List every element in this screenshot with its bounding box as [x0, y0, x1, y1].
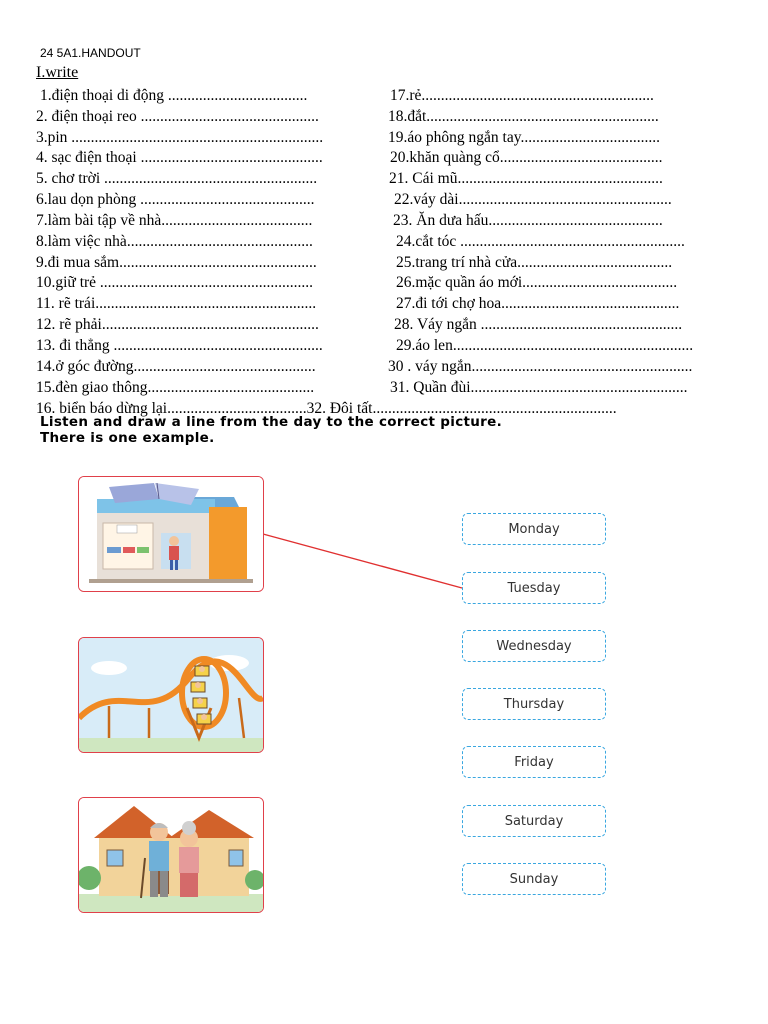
vocab-item: 11. rẽ trái......................................................... [36, 295, 317, 312]
vocab-item: 28. Váy ngắn .................................................... [394, 316, 683, 333]
vocab-item: 7.làm bài tập về nhà....................................... [36, 212, 313, 229]
vocab-item: 6.lau dọn phòng ............................................. [36, 191, 315, 208]
vocab-item: 3.pin ................................................................. [36, 129, 324, 146]
vocab-item: 23. Ăn dưa hấu............................................. [393, 212, 663, 229]
vocab-item: 10.giữ trẻ ....................................................... [36, 274, 314, 291]
day-box-tuesday[interactable]: Tuesday [462, 572, 606, 604]
vocab-item: 15.đèn giao thông........................................... [36, 379, 315, 396]
vocab-item: 16. biển báo dừng lại....................................32. Đôi tất............................................................... [36, 400, 617, 417]
vocab-item: 24.cắt tóc .......................................................... [396, 233, 685, 250]
picture-bookshop[interactable] [78, 476, 264, 592]
vocab-item: 18.đắt............................................................ [388, 108, 659, 125]
day-box-wednesday[interactable]: Wednesday [462, 630, 606, 662]
day-box-friday[interactable]: Friday [462, 746, 606, 778]
vocab-item: 22.váy dài....................................................... [394, 191, 672, 208]
roller-coaster-illustration [79, 638, 263, 752]
handout-code: 24 5A1.HANDOUT [40, 46, 141, 60]
picture-grandparents-house[interactable] [78, 797, 264, 913]
vocab-item: 29.áo len.............................................................. [396, 337, 694, 354]
vocab-item: 19.áo phông ngắn tay.................................... [388, 129, 660, 146]
day-box-sunday[interactable]: Sunday [462, 863, 606, 895]
vocab-item: 5. chơ trời ....................................................... [36, 170, 318, 187]
vocab-item: 2. điện thoại reo .............................................. [36, 108, 319, 125]
vocab-item: 12. rẽ phải........................................................ [36, 316, 319, 333]
vocab-item: 17.rẻ............................................................ [390, 87, 654, 104]
vocab-item: 4. sạc điện thoại ............................................... [36, 149, 323, 166]
vocab-item: 27.đi tới chợ hoa.............................................. [396, 295, 680, 312]
vocab-item: 8.làm việc nhà................................................ [36, 233, 313, 250]
day-box-monday[interactable]: Monday [462, 513, 606, 545]
vocab-item: 25.trang trí nhà cửa........................................ [396, 254, 673, 271]
vocab-item: 13. đi thẳng ...................................................... [36, 337, 323, 354]
exercise-example-note: There is one example. [40, 430, 215, 446]
vocab-item: 26.mặc quần áo mới........................................ [396, 274, 678, 291]
vocab-item: 1.điện thoại di động .................................... [40, 87, 308, 104]
bookshop-illustration [79, 477, 263, 591]
vocab-item: 21. Cái mũ..................................................... [389, 170, 663, 187]
picture-roller-coaster[interactable] [78, 637, 264, 753]
section-title: I.write [36, 64, 79, 81]
day-box-saturday[interactable]: Saturday [462, 805, 606, 837]
exercise-instruction: Listen and draw a line from the day to the correct picture. [40, 414, 503, 430]
vocab-item: 31. Quần đùi........................................................ [390, 379, 688, 396]
grandparents-house-illustration [79, 798, 263, 912]
vocab-item: 30 . váy ngắn......................................................... [388, 358, 693, 375]
vocab-item: 20.khăn quàng cổ.......................................... [390, 149, 663, 166]
day-box-thursday[interactable]: Thursday [462, 688, 606, 720]
vocab-item: 14.ở góc đường............................................... [36, 358, 316, 375]
vocab-item: 9.đi mua sắm................................................... [36, 254, 317, 271]
